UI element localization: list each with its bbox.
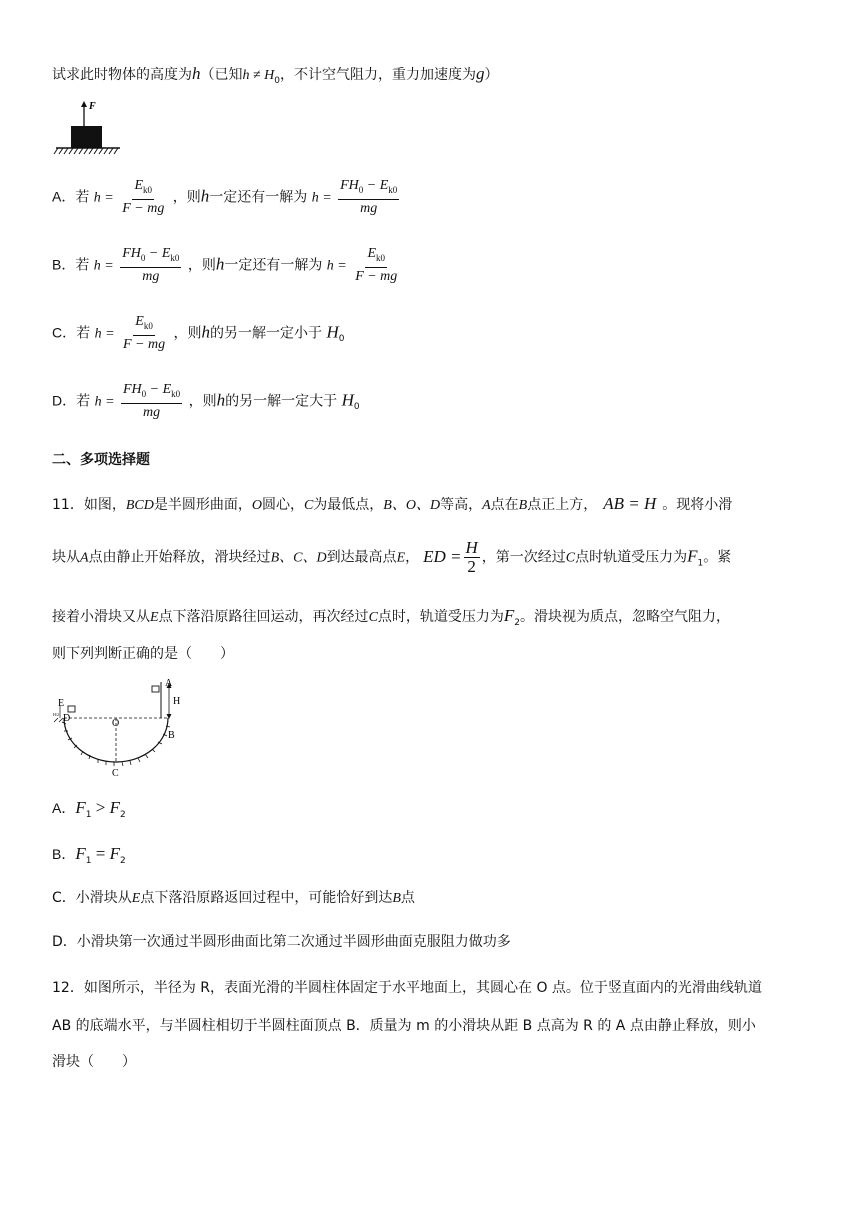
fraction: [464, 540, 480, 575]
var-h: h: [192, 64, 201, 83]
text: 点下落沿原路往回运动，再次经过: [158, 609, 369, 625]
q11-line-3: [52, 606, 730, 633]
text: 的另一解一定大于: [225, 393, 338, 410]
var: C: [368, 610, 378, 625]
var-f: F: [75, 798, 86, 817]
sub: 2: [119, 855, 126, 866]
den: mg: [360, 200, 378, 216]
text: ，第一次经过: [481, 549, 566, 566]
fraction: [338, 178, 399, 217]
num: FH: [122, 382, 142, 397]
text: ，则: [187, 257, 216, 274]
intro-line: [52, 64, 499, 91]
var: B: [392, 891, 401, 906]
sub: k0: [143, 320, 153, 331]
lhs: h =: [94, 394, 115, 410]
text: 。滑块视为质点，忽略空气阻力，: [520, 609, 731, 625]
sub: 0: [141, 388, 147, 399]
operator: =: [91, 844, 110, 863]
sub: 1: [85, 809, 92, 820]
num: E: [134, 178, 144, 193]
text: 等高，: [440, 497, 483, 513]
den: F − mg: [122, 336, 166, 352]
den: F − mg: [122, 200, 165, 216]
q11-option-b: [52, 844, 126, 871]
label-half-h: H/2: [53, 712, 59, 717]
sub: k0: [170, 252, 180, 263]
text: C．小滑块从: [52, 890, 132, 906]
var-f: F: [503, 606, 515, 625]
lhs: h =: [311, 190, 332, 206]
equation: ED =: [423, 546, 462, 566]
section-heading: 二、多项选择题: [52, 452, 150, 468]
num: − E: [363, 178, 389, 193]
num: H: [465, 538, 478, 557]
text: 点: [400, 890, 415, 906]
option-label: B．若: [52, 256, 90, 273]
block-force-figure: [52, 98, 124, 160]
fraction: [353, 246, 399, 285]
lhs: h =: [326, 258, 347, 274]
text: ，: [405, 549, 420, 566]
semicircle-track-figure: [52, 676, 192, 784]
lhs: h =: [93, 258, 114, 274]
sub: k0: [376, 252, 386, 263]
option-label: C．若: [52, 324, 91, 341]
var: E: [131, 891, 141, 906]
var: A: [80, 550, 89, 566]
equation: AB = H: [603, 494, 657, 513]
var: B、O、D: [383, 498, 441, 513]
text: 到达最高点: [326, 549, 397, 566]
den: mg: [143, 404, 161, 420]
text: 点下落沿原路返回过程中，可能恰好到达: [140, 890, 393, 906]
text: 的另一解一定小于: [210, 325, 323, 342]
sub: 2: [514, 617, 521, 628]
den: F − mg: [355, 268, 398, 284]
q11-option-a: [52, 798, 126, 825]
num: FH: [122, 246, 141, 261]
sub: 1: [85, 855, 92, 866]
q11-option-c: [52, 888, 415, 909]
fraction: [120, 178, 166, 217]
var: E: [150, 610, 159, 625]
sub: k0: [143, 184, 153, 195]
var-h: h: [216, 390, 226, 410]
sub: 0: [338, 334, 345, 345]
text: ，则: [172, 189, 201, 206]
num: E: [367, 246, 377, 261]
text: 接着小滑块又从: [52, 609, 150, 625]
var-h: h: [215, 254, 225, 274]
text: 为最低点，: [313, 497, 384, 513]
num: FH: [340, 178, 359, 193]
var-f: F: [109, 798, 120, 817]
sub: 0: [274, 75, 281, 86]
text: ，则: [173, 325, 202, 342]
label-d: D: [63, 713, 71, 724]
num: E: [135, 314, 144, 329]
option-label: D．若: [52, 392, 91, 409]
option-a: [52, 178, 401, 217]
var-H: H: [341, 390, 354, 410]
sub: 0: [353, 402, 360, 413]
text: 一定还有一解为: [209, 189, 308, 206]
var: B: [518, 498, 528, 513]
sub: k0: [388, 184, 398, 195]
var-f: F: [687, 546, 698, 566]
q12-line-2: AB 的底端水平，与半圆柱相切于半圆柱面顶点 B．质量为 m 的小滑块从距 B 点高为 R 的 A 点由静止释放，则小: [52, 1018, 756, 1034]
text: 。紧: [703, 549, 732, 566]
text: 一定还有一解为: [224, 257, 323, 274]
num: − E: [145, 246, 171, 261]
q11-line-1: [52, 494, 732, 516]
label-e: E: [58, 698, 65, 709]
lhs: h =: [93, 190, 114, 206]
intro-text-1: 试求此时物体的高度为: [52, 67, 192, 83]
operator: >: [91, 798, 110, 817]
q11-option-d: D．小滑块第一次通过半圆形曲面比第二次通过半圆形曲面克服阻力做功多: [52, 934, 511, 950]
var-h: h: [200, 186, 210, 206]
force-label: F: [89, 101, 96, 112]
text: 。现将小滑: [662, 497, 733, 513]
text: 圆心，: [261, 497, 304, 513]
label-c: C: [112, 768, 119, 779]
intro-text-3: ，不计空气阻力，重力加速度为: [280, 67, 477, 83]
den: mg: [142, 268, 160, 284]
sub: 0: [140, 252, 146, 263]
label-b: B: [168, 730, 175, 741]
fraction: [120, 246, 181, 285]
var: A: [482, 498, 491, 513]
option-label: A．若: [52, 188, 90, 205]
q12-line-1: 12．如图所示，半径为 R，表面光滑的半圆柱体固定于水平地面上，其圆心在 O 点。位于竖直面内的光滑曲线轨道: [52, 980, 762, 996]
var-f: F: [75, 844, 86, 863]
var-H: H: [326, 322, 339, 342]
q12-line-3: 滑块（ ）: [52, 1054, 136, 1070]
label-a: A: [165, 678, 173, 689]
text: 块从: [52, 549, 80, 566]
num: − E: [146, 382, 172, 397]
sub: 1: [697, 558, 704, 569]
fraction: [121, 314, 167, 353]
label-h: H: [173, 696, 181, 707]
q11-line-2: [52, 540, 731, 575]
text: 点时轨道受压力为: [575, 549, 688, 566]
q11-line-4: 则下列判断正确的是（ ）: [52, 646, 234, 662]
var: B、C、D: [270, 550, 327, 566]
var-f: F: [109, 844, 120, 863]
var: C: [565, 550, 576, 566]
condition: h ≠ H: [242, 68, 275, 83]
var-g: g: [476, 64, 485, 83]
text: 11．如图，: [52, 497, 126, 513]
text: 点由静止开始释放，滑块经过: [88, 549, 271, 566]
text: 是半圆形曲面，: [153, 497, 252, 513]
text: 点正上方，: [527, 497, 598, 513]
intro-text-2: （已知: [200, 67, 243, 83]
intro-text-4: ）: [484, 67, 499, 83]
var: O: [251, 498, 262, 513]
var: BCD: [125, 498, 154, 513]
sub: k0: [171, 388, 181, 399]
var: C: [303, 498, 314, 513]
sub: 0: [358, 184, 364, 195]
option-c: [52, 314, 345, 353]
option-label: B．: [52, 846, 76, 862]
fraction: [121, 382, 182, 421]
text: 点时，轨道受压力为: [377, 609, 504, 625]
text: 点在: [490, 497, 519, 513]
lhs: h =: [94, 326, 115, 342]
option-label: A．: [52, 800, 76, 816]
var-h: h: [201, 322, 211, 342]
text: ，则: [188, 393, 217, 410]
sub: 2: [119, 809, 126, 820]
label-o: O: [112, 718, 120, 729]
option-d: [52, 382, 360, 421]
den: 2: [467, 557, 476, 576]
var: E: [396, 550, 406, 566]
option-b: [52, 246, 401, 285]
